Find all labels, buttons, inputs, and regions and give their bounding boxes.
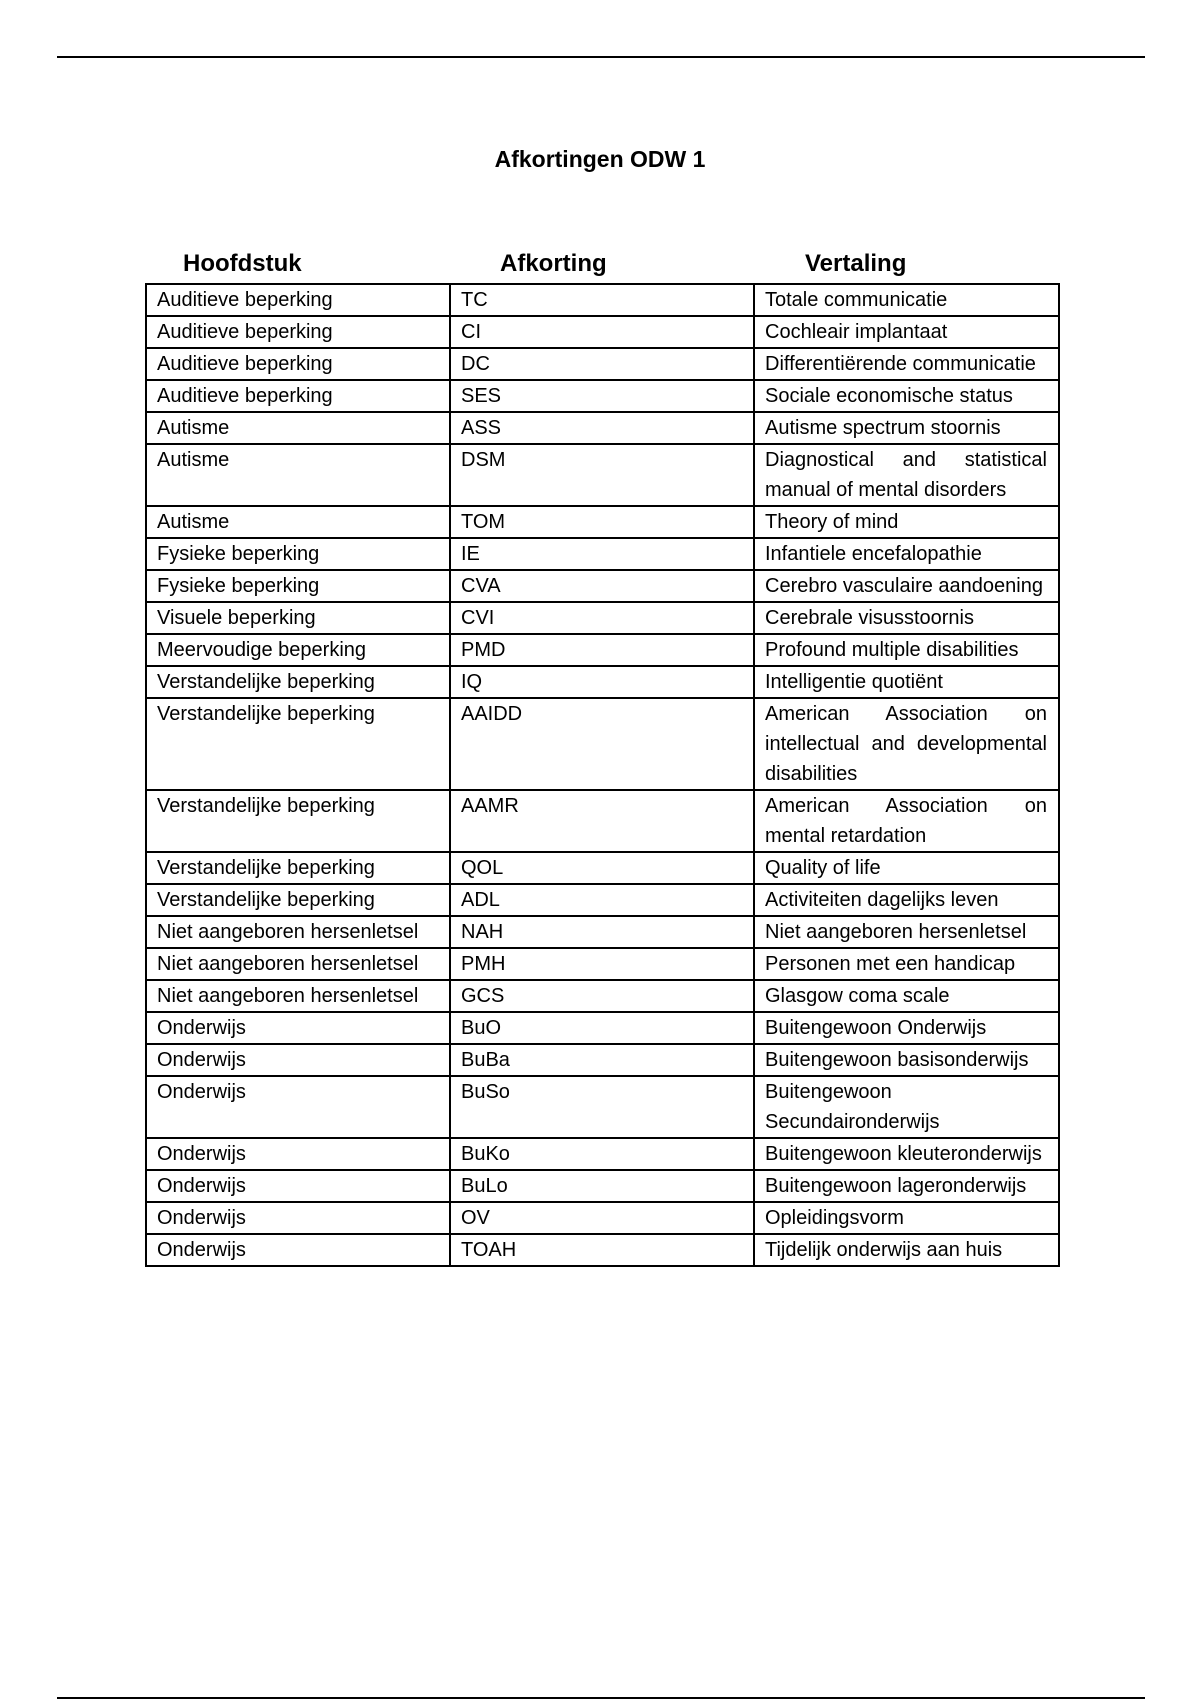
abbreviation-cell: BuLo [450,1170,754,1202]
table-row [146,316,1059,348]
table-row [146,634,1059,666]
abbreviation-cell: ADL [450,884,754,916]
translation-cell: Niet aangeboren hersenletsel [754,916,1059,948]
table-row [146,1076,1059,1138]
bottom-rule [57,1697,1145,1699]
table-row [146,790,1059,852]
abbreviation-cell: TC [450,284,754,316]
translation-cell: Buitengewoon kleuteronderwijs [754,1138,1059,1170]
abbreviation-cell: CVI [450,602,754,634]
abbreviation-cell: IQ [450,666,754,698]
abbreviation-cell: TOM [450,506,754,538]
table-row [146,916,1059,948]
table-row [146,412,1059,444]
chapter-cell: Niet aangeboren hersenletsel [146,980,450,1012]
chapter-cell: Verstandelijke beperking [146,884,450,916]
table-row [146,348,1059,380]
chapter-cell: Meervoudige beperking [146,634,450,666]
translation-cell: Cerebrale visusstoornis [754,602,1059,634]
table-row [146,884,1059,916]
abbreviation-cell: BuKo [450,1138,754,1170]
translation-cell: Activiteiten dagelijks leven [754,884,1059,916]
table-row [146,570,1059,602]
chapter-cell: Auditieve beperking [146,380,450,412]
translation-cell: American Association on intellectual and developmental disabilities [754,698,1059,790]
chapter-cell: Verstandelijke beperking [146,698,450,790]
table-row [146,538,1059,570]
table-headers [145,250,1058,280]
chapter-cell: Onderwijs [146,1076,450,1138]
abbreviation-cell: TOAH [450,1234,754,1266]
translation-cell: Sociale economische status [754,380,1059,412]
abbreviation-cell: BuO [450,1012,754,1044]
chapter-cell: Onderwijs [146,1170,450,1202]
table-row [146,506,1059,538]
chapter-cell: Onderwijs [146,1202,450,1234]
translation-cell: Quality of life [754,852,1059,884]
table-row [146,1044,1059,1076]
abbreviation-cell: ASS [450,412,754,444]
abbreviation-cell: DSM [450,444,754,506]
abbreviation-cell: GCS [450,980,754,1012]
table-row [146,602,1059,634]
abbreviation-cell: IE [450,538,754,570]
chapter-cell: Autisme [146,412,450,444]
abbreviations-table [145,283,1060,1267]
page-title: Afkortingen ODW 1 [494,146,706,172]
translation-cell: Opleidingsvorm [754,1202,1059,1234]
chapter-cell: Auditieve beperking [146,348,450,380]
translation-cell: Buitengewoon Onderwijs [754,1012,1059,1044]
translation-cell: Infantiele encefalopathie [754,538,1059,570]
chapter-cell: Niet aangeboren hersenletsel [146,916,450,948]
translation-cell: Personen met een handicap [754,948,1059,980]
translation-cell: Glasgow coma scale [754,980,1059,1012]
top-rule [57,56,1145,58]
chapter-cell: Onderwijs [146,1012,450,1044]
header-translation: Vertaling [805,250,907,277]
abbreviation-cell: DC [450,348,754,380]
abbreviation-cell: CI [450,316,754,348]
abbreviation-cell: SES [450,380,754,412]
table-row [146,444,1059,506]
chapter-cell: Verstandelijke beperking [146,852,450,884]
abbreviation-cell: PMH [450,948,754,980]
translation-cell: Autisme spectrum stoornis [754,412,1059,444]
table-row [146,698,1059,790]
chapter-cell: Autisme [146,444,450,506]
translation-cell: American Association on mental retardation [754,790,1059,852]
chapter-cell: Verstandelijke beperking [146,666,450,698]
abbreviation-cell: QOL [450,852,754,884]
chapter-cell: Autisme [146,506,450,538]
chapter-cell: Onderwijs [146,1044,450,1076]
translation-cell: Tijdelijk onderwijs aan huis [754,1234,1059,1266]
table-body [146,284,1059,1266]
header-abbreviation: Afkorting [500,250,607,277]
translation-cell: Theory of mind [754,506,1059,538]
abbreviation-cell: AAMR [450,790,754,852]
table-row [146,666,1059,698]
abbreviation-cell: BuSo [450,1076,754,1138]
abbreviation-cell: AAIDD [450,698,754,790]
translation-cell: Buitengewoon lageronderwijs [754,1170,1059,1202]
table-row [146,948,1059,980]
chapter-cell: Fysieke beperking [146,538,450,570]
abbreviation-cell: CVA [450,570,754,602]
translation-cell: Intelligentie quotiënt [754,666,1059,698]
translation-cell: Cochleair implantaat [754,316,1059,348]
header-chapter: Hoofdstuk [183,250,302,277]
table-row [146,284,1059,316]
table-row [146,1234,1059,1266]
chapter-cell: Verstandelijke beperking [146,790,450,852]
translation-cell: Totale communicatie [754,284,1059,316]
abbreviation-cell: NAH [450,916,754,948]
chapter-cell: Auditieve beperking [146,316,450,348]
abbreviation-cell: BuBa [450,1044,754,1076]
chapter-cell: Onderwijs [146,1138,450,1170]
translation-cell: Differentiërende communicatie [754,348,1059,380]
chapter-cell: Visuele beperking [146,602,450,634]
translation-cell: Buitengewoon Secundaironderwijs [754,1076,1059,1138]
table-row [146,1012,1059,1044]
translation-cell: Cerebro vasculaire aandoening [754,570,1059,602]
chapter-cell: Auditieve beperking [146,284,450,316]
chapter-cell: Onderwijs [146,1234,450,1266]
abbreviation-cell: PMD [450,634,754,666]
chapter-cell: Niet aangeboren hersenletsel [146,948,450,980]
table-row [146,1170,1059,1202]
table-row [146,852,1059,884]
table-row [146,380,1059,412]
table-row [146,1138,1059,1170]
abbreviation-cell: OV [450,1202,754,1234]
table-row [146,980,1059,1012]
table-row [146,1202,1059,1234]
translation-cell: Profound multiple disabilities [754,634,1059,666]
translation-cell: Buitengewoon basisonderwijs [754,1044,1059,1076]
chapter-cell: Fysieke beperking [146,570,450,602]
translation-cell: Diagnostical and statistical manual of mental disorders [754,444,1059,506]
